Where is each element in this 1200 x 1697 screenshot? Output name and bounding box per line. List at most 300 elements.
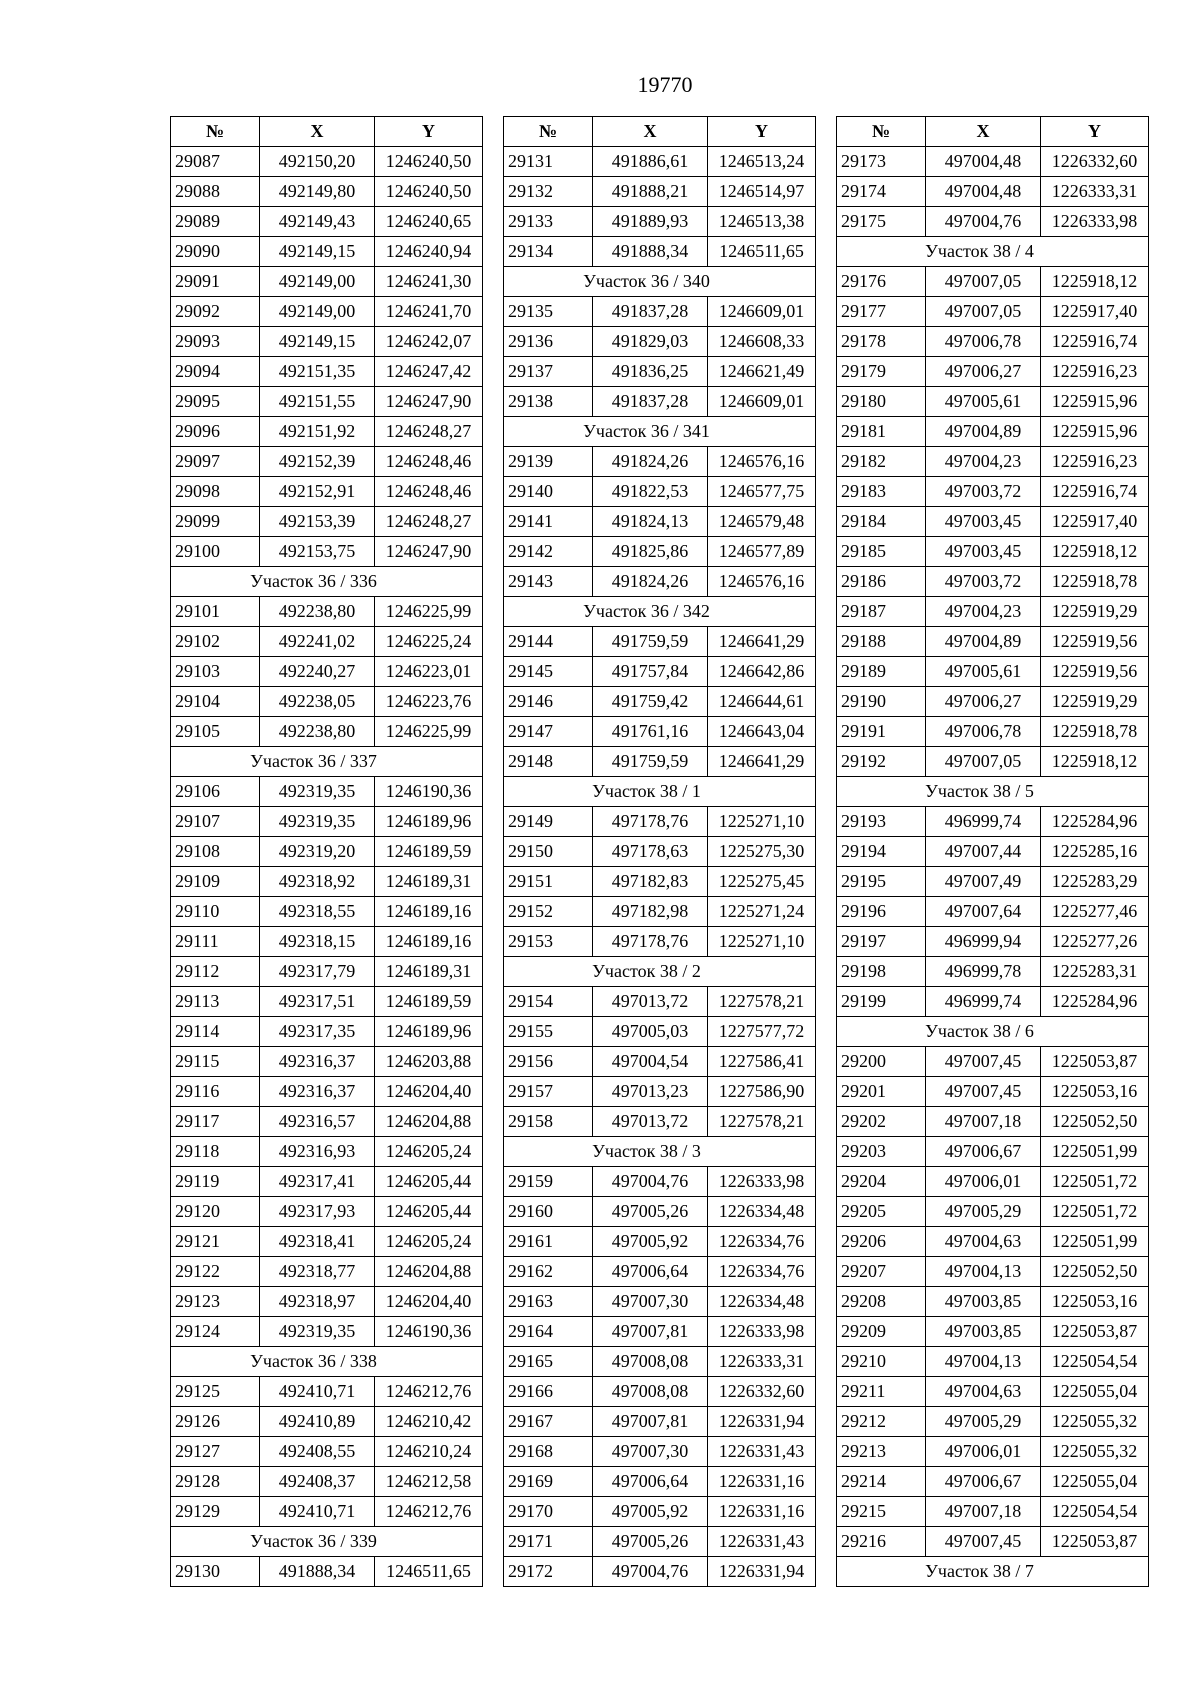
y-coordinate-cell: 1246203,88 <box>375 1047 483 1077</box>
y-coordinate-cell: 1225053,16 <box>1041 1287 1149 1317</box>
table-row <box>504 867 816 897</box>
y-coordinate-cell: 1226334,76 <box>708 1227 816 1257</box>
y-coordinate-cell: 1246212,58 <box>375 1467 483 1497</box>
table-row <box>837 147 1149 177</box>
y-coordinate-cell: 1246247,90 <box>375 387 483 417</box>
y-coordinate-cell: 1246225,24 <box>375 627 483 657</box>
y-coordinate-cell: 1225916,74 <box>1041 477 1149 507</box>
table-row <box>837 1467 1149 1497</box>
table-row <box>171 1557 483 1587</box>
point-number-cell: 29150 <box>504 837 593 867</box>
point-number-cell: 29096 <box>171 417 260 447</box>
x-coordinate-cell: 497007,45 <box>926 1527 1041 1557</box>
section-title: Участок 36 / 338 <box>171 1347 483 1377</box>
x-coordinate-cell: 491759,42 <box>593 687 708 717</box>
point-number-cell: 29148 <box>504 747 593 777</box>
table-row <box>171 1287 483 1317</box>
x-coordinate-cell: 497007,05 <box>926 297 1041 327</box>
table-row <box>837 1137 1149 1167</box>
point-number-cell: 29125 <box>171 1377 260 1407</box>
x-coordinate-cell: 497007,30 <box>593 1437 708 1467</box>
x-coordinate-cell: 497007,45 <box>926 1077 1041 1107</box>
point-number-cell: 29206 <box>837 1227 926 1257</box>
y-coordinate-cell: 1246210,24 <box>375 1437 483 1467</box>
point-number-cell: 29215 <box>837 1497 926 1527</box>
x-coordinate-cell: 497006,27 <box>926 357 1041 387</box>
y-coordinate-cell: 1246248,27 <box>375 417 483 447</box>
point-number-cell: 29204 <box>837 1167 926 1197</box>
x-coordinate-cell: 492151,55 <box>260 387 375 417</box>
y-coordinate-cell: 1246223,76 <box>375 687 483 717</box>
table-row <box>171 927 483 957</box>
point-number-cell: 29119 <box>171 1167 260 1197</box>
y-coordinate-cell: 1226331,16 <box>708 1497 816 1527</box>
table-row <box>504 1197 816 1227</box>
x-coordinate-cell: 492238,05 <box>260 687 375 717</box>
x-coordinate-cell: 497007,64 <box>926 897 1041 927</box>
y-coordinate-cell: 1246225,99 <box>375 717 483 747</box>
x-coordinate-cell: 497004,63 <box>926 1227 1041 1257</box>
point-number-cell: 29098 <box>171 477 260 507</box>
table-row <box>171 147 483 177</box>
point-number-cell: 29104 <box>171 687 260 717</box>
table-row <box>504 747 816 777</box>
y-coordinate-cell: 1226333,31 <box>708 1347 816 1377</box>
table-row <box>171 507 483 537</box>
header-x: X <box>593 117 708 147</box>
table-row <box>504 1167 816 1197</box>
table-row <box>171 327 483 357</box>
table-row <box>837 1347 1149 1377</box>
section-title: Участок 36 / 341 <box>504 417 816 447</box>
y-coordinate-cell: 1227586,90 <box>708 1077 816 1107</box>
coordinates-table-1 <box>170 116 483 1587</box>
point-number-cell: 29127 <box>171 1437 260 1467</box>
point-number-cell: 29156 <box>504 1047 593 1077</box>
y-coordinate-cell: 1226331,94 <box>708 1557 816 1587</box>
y-coordinate-cell: 1246240,50 <box>375 177 483 207</box>
y-coordinate-cell: 1225283,29 <box>1041 867 1149 897</box>
point-number-cell: 29203 <box>837 1137 926 1167</box>
section-row <box>504 267 816 297</box>
x-coordinate-cell: 491888,21 <box>593 177 708 207</box>
section-title: Участок 38 / 5 <box>837 777 1149 807</box>
point-number-cell: 29103 <box>171 657 260 687</box>
point-number-cell: 29209 <box>837 1317 926 1347</box>
table-row <box>171 1317 483 1347</box>
x-coordinate-cell: 497003,85 <box>926 1317 1041 1347</box>
point-number-cell: 29201 <box>837 1077 926 1107</box>
point-number-cell: 29200 <box>837 1047 926 1077</box>
y-coordinate-cell: 1246189,59 <box>375 837 483 867</box>
point-number-cell: 29132 <box>504 177 593 207</box>
x-coordinate-cell: 497006,78 <box>926 327 1041 357</box>
section-row <box>837 237 1149 267</box>
x-coordinate-cell: 491829,03 <box>593 327 708 357</box>
table-row <box>504 837 816 867</box>
table-row <box>171 897 483 927</box>
point-number-cell: 29110 <box>171 897 260 927</box>
table-row <box>504 657 816 687</box>
point-number-cell: 29089 <box>171 207 260 237</box>
table-row <box>171 1167 483 1197</box>
point-number-cell: 29134 <box>504 237 593 267</box>
table-row <box>837 597 1149 627</box>
x-coordinate-cell: 492317,35 <box>260 1017 375 1047</box>
x-coordinate-cell: 491836,25 <box>593 357 708 387</box>
point-number-cell: 29162 <box>504 1257 593 1287</box>
table-row <box>171 537 483 567</box>
section-title: Участок 36 / 339 <box>171 1527 483 1557</box>
section-title: Участок 36 / 340 <box>504 267 816 297</box>
table-row <box>837 1167 1149 1197</box>
point-number-cell: 29117 <box>171 1107 260 1137</box>
y-coordinate-cell: 1246190,36 <box>375 777 483 807</box>
x-coordinate-cell: 491888,34 <box>593 237 708 267</box>
point-number-cell: 29090 <box>171 237 260 267</box>
y-coordinate-cell: 1225915,96 <box>1041 387 1149 417</box>
point-number-cell: 29122 <box>171 1257 260 1287</box>
point-number-cell: 29123 <box>171 1287 260 1317</box>
point-number-cell: 29178 <box>837 327 926 357</box>
y-coordinate-cell: 1246248,46 <box>375 447 483 477</box>
header-number: № <box>171 117 260 147</box>
x-coordinate-cell: 497004,76 <box>593 1167 708 1197</box>
y-coordinate-cell: 1246641,29 <box>708 627 816 657</box>
y-coordinate-cell: 1246204,40 <box>375 1287 483 1317</box>
y-coordinate-cell: 1246225,99 <box>375 597 483 627</box>
table-row <box>171 1467 483 1497</box>
table-row <box>171 777 483 807</box>
y-coordinate-cell: 1246212,76 <box>375 1497 483 1527</box>
x-coordinate-cell: 497005,92 <box>593 1227 708 1257</box>
table-row <box>837 1437 1149 1467</box>
section-row <box>837 1017 1149 1047</box>
x-coordinate-cell: 492149,00 <box>260 297 375 327</box>
table-row <box>837 267 1149 297</box>
point-number-cell: 29163 <box>504 1287 593 1317</box>
table-row <box>171 357 483 387</box>
section-title: Участок 38 / 4 <box>837 237 1149 267</box>
y-coordinate-cell: 1246644,61 <box>708 687 816 717</box>
table-row <box>171 1017 483 1047</box>
point-number-cell: 29114 <box>171 1017 260 1047</box>
point-number-cell: 29173 <box>837 147 926 177</box>
table-row <box>504 387 816 417</box>
table-row <box>837 1047 1149 1077</box>
x-coordinate-cell: 492318,92 <box>260 867 375 897</box>
x-coordinate-cell: 492149,00 <box>260 267 375 297</box>
table-header-row <box>504 117 816 147</box>
x-coordinate-cell: 492319,35 <box>260 777 375 807</box>
y-coordinate-cell: 1226333,98 <box>708 1317 816 1347</box>
y-coordinate-cell: 1225271,24 <box>708 897 816 927</box>
x-coordinate-cell: 497007,49 <box>926 867 1041 897</box>
x-coordinate-cell: 496999,74 <box>926 807 1041 837</box>
x-coordinate-cell: 492151,35 <box>260 357 375 387</box>
table-row <box>171 1077 483 1107</box>
point-number-cell: 29138 <box>504 387 593 417</box>
table-row <box>504 207 816 237</box>
y-coordinate-cell: 1226331,16 <box>708 1467 816 1497</box>
x-coordinate-cell: 492152,39 <box>260 447 375 477</box>
table-row <box>837 1107 1149 1137</box>
point-number-cell: 29192 <box>837 747 926 777</box>
point-number-cell: 29195 <box>837 867 926 897</box>
x-coordinate-cell: 497004,63 <box>926 1377 1041 1407</box>
y-coordinate-cell: 1246189,16 <box>375 927 483 957</box>
x-coordinate-cell: 492319,35 <box>260 807 375 837</box>
table-row <box>837 207 1149 237</box>
table-row <box>171 987 483 1017</box>
table-row <box>171 837 483 867</box>
table-header-row <box>171 117 483 147</box>
section-row <box>504 1137 816 1167</box>
table-row <box>504 627 816 657</box>
x-coordinate-cell: 497005,92 <box>593 1497 708 1527</box>
point-number-cell: 29087 <box>171 147 260 177</box>
point-number-cell: 29139 <box>504 447 593 477</box>
point-number-cell: 29113 <box>171 987 260 1017</box>
y-coordinate-cell: 1225917,40 <box>1041 297 1149 327</box>
point-number-cell: 29099 <box>171 507 260 537</box>
table-row <box>837 1227 1149 1257</box>
y-coordinate-cell: 1246576,16 <box>708 447 816 477</box>
y-coordinate-cell: 1225053,87 <box>1041 1047 1149 1077</box>
x-coordinate-cell: 497004,48 <box>926 177 1041 207</box>
point-number-cell: 29155 <box>504 1017 593 1047</box>
table-row <box>504 1317 816 1347</box>
x-coordinate-cell: 497182,83 <box>593 867 708 897</box>
x-coordinate-cell: 491888,34 <box>260 1557 375 1587</box>
table-row <box>837 717 1149 747</box>
table-row <box>504 1377 816 1407</box>
y-coordinate-cell: 1246642,86 <box>708 657 816 687</box>
y-coordinate-cell: 1225277,26 <box>1041 927 1149 957</box>
table-row <box>837 957 1149 987</box>
x-coordinate-cell: 497003,45 <box>926 507 1041 537</box>
point-number-cell: 29095 <box>171 387 260 417</box>
y-coordinate-cell: 1226333,31 <box>1041 177 1149 207</box>
point-number-cell: 29142 <box>504 537 593 567</box>
section-title: Участок 38 / 6 <box>837 1017 1149 1047</box>
y-coordinate-cell: 1227578,21 <box>708 1107 816 1137</box>
table-row <box>837 867 1149 897</box>
table-row <box>837 657 1149 687</box>
point-number-cell: 29214 <box>837 1467 926 1497</box>
x-coordinate-cell: 497008,08 <box>593 1347 708 1377</box>
section-row <box>171 567 483 597</box>
point-number-cell: 29102 <box>171 627 260 657</box>
x-coordinate-cell: 492408,55 <box>260 1437 375 1467</box>
y-coordinate-cell: 1246621,49 <box>708 357 816 387</box>
table-row <box>837 297 1149 327</box>
x-coordinate-cell: 496999,94 <box>926 927 1041 957</box>
y-coordinate-cell: 1246641,29 <box>708 747 816 777</box>
x-coordinate-cell: 492318,55 <box>260 897 375 927</box>
x-coordinate-cell: 497178,76 <box>593 807 708 837</box>
table-row <box>837 1197 1149 1227</box>
y-coordinate-cell: 1225277,46 <box>1041 897 1149 927</box>
table-row <box>837 837 1149 867</box>
point-number-cell: 29151 <box>504 867 593 897</box>
x-coordinate-cell: 497003,72 <box>926 567 1041 597</box>
y-coordinate-cell: 1246210,42 <box>375 1407 483 1437</box>
x-coordinate-cell: 491824,26 <box>593 447 708 477</box>
y-coordinate-cell: 1246189,31 <box>375 957 483 987</box>
section-row <box>504 957 816 987</box>
point-number-cell: 29159 <box>504 1167 593 1197</box>
table-row <box>171 627 483 657</box>
y-coordinate-cell: 1225919,29 <box>1041 687 1149 717</box>
x-coordinate-cell: 497005,29 <box>926 1197 1041 1227</box>
point-number-cell: 29171 <box>504 1527 593 1557</box>
point-number-cell: 29174 <box>837 177 926 207</box>
point-number-cell: 29170 <box>504 1497 593 1527</box>
section-title: Участок 36 / 342 <box>504 597 816 627</box>
point-number-cell: 29167 <box>504 1407 593 1437</box>
point-number-cell: 29191 <box>837 717 926 747</box>
table-row <box>504 1107 816 1137</box>
y-coordinate-cell: 1225053,87 <box>1041 1527 1149 1557</box>
point-number-cell: 29190 <box>837 687 926 717</box>
y-coordinate-cell: 1246247,90 <box>375 537 483 567</box>
x-coordinate-cell: 497004,89 <box>926 627 1041 657</box>
table-row <box>837 1527 1149 1557</box>
section-row <box>171 747 483 777</box>
x-coordinate-cell: 497007,18 <box>926 1107 1041 1137</box>
point-number-cell: 29184 <box>837 507 926 537</box>
point-number-cell: 29189 <box>837 657 926 687</box>
point-number-cell: 29199 <box>837 987 926 1017</box>
table-row <box>171 1137 483 1167</box>
y-coordinate-cell: 1225918,12 <box>1041 747 1149 777</box>
point-number-cell: 29088 <box>171 177 260 207</box>
table-row <box>504 1557 816 1587</box>
table-row <box>504 357 816 387</box>
y-coordinate-cell: 1227586,41 <box>708 1047 816 1077</box>
x-coordinate-cell: 492316,57 <box>260 1107 375 1137</box>
point-number-cell: 29149 <box>504 807 593 837</box>
table-row <box>171 237 483 267</box>
point-number-cell: 29164 <box>504 1317 593 1347</box>
x-coordinate-cell: 497003,45 <box>926 537 1041 567</box>
x-coordinate-cell: 497004,48 <box>926 147 1041 177</box>
y-coordinate-cell: 1246241,30 <box>375 267 483 297</box>
table-row <box>504 987 816 1017</box>
table-row <box>504 1497 816 1527</box>
y-coordinate-cell: 1225917,40 <box>1041 507 1149 537</box>
y-coordinate-cell: 1246204,40 <box>375 1077 483 1107</box>
section-row <box>837 777 1149 807</box>
y-coordinate-cell: 1246514,97 <box>708 177 816 207</box>
point-number-cell: 29181 <box>837 417 926 447</box>
x-coordinate-cell: 492240,27 <box>260 657 375 687</box>
y-coordinate-cell: 1246189,96 <box>375 807 483 837</box>
table-row <box>504 807 816 837</box>
y-coordinate-cell: 1226334,48 <box>708 1197 816 1227</box>
x-coordinate-cell: 492149,15 <box>260 237 375 267</box>
table-row <box>171 657 483 687</box>
table-row <box>171 207 483 237</box>
x-coordinate-cell: 492318,41 <box>260 1227 375 1257</box>
x-coordinate-cell: 497004,54 <box>593 1047 708 1077</box>
y-coordinate-cell: 1225918,78 <box>1041 567 1149 597</box>
y-coordinate-cell: 1225054,54 <box>1041 1347 1149 1377</box>
point-number-cell: 29128 <box>171 1467 260 1497</box>
table-row <box>171 867 483 897</box>
point-number-cell: 29147 <box>504 717 593 747</box>
x-coordinate-cell: 492153,39 <box>260 507 375 537</box>
point-number-cell: 29157 <box>504 1077 593 1107</box>
x-coordinate-cell: 492317,79 <box>260 957 375 987</box>
table-row <box>837 1377 1149 1407</box>
point-number-cell: 29112 <box>171 957 260 987</box>
x-coordinate-cell: 497004,13 <box>926 1347 1041 1377</box>
y-coordinate-cell: 1246189,96 <box>375 1017 483 1047</box>
y-coordinate-cell: 1246579,48 <box>708 507 816 537</box>
y-coordinate-cell: 1246205,44 <box>375 1197 483 1227</box>
point-number-cell: 29198 <box>837 957 926 987</box>
point-number-cell: 29106 <box>171 777 260 807</box>
x-coordinate-cell: 492238,80 <box>260 597 375 627</box>
point-number-cell: 29135 <box>504 297 593 327</box>
point-number-cell: 29133 <box>504 207 593 237</box>
table-row <box>504 477 816 507</box>
point-number-cell: 29131 <box>504 147 593 177</box>
y-coordinate-cell: 1226332,60 <box>708 1377 816 1407</box>
x-coordinate-cell: 492241,02 <box>260 627 375 657</box>
point-number-cell: 29153 <box>504 927 593 957</box>
table-row <box>837 387 1149 417</box>
x-coordinate-cell: 491824,26 <box>593 567 708 597</box>
x-coordinate-cell: 497006,64 <box>593 1467 708 1497</box>
table-row <box>837 1257 1149 1287</box>
y-coordinate-cell: 1246189,31 <box>375 867 483 897</box>
y-coordinate-cell: 1246204,88 <box>375 1107 483 1137</box>
y-coordinate-cell: 1246247,42 <box>375 357 483 387</box>
point-number-cell: 29130 <box>171 1557 260 1587</box>
table-row <box>504 567 816 597</box>
table-row <box>837 747 1149 777</box>
header-number: № <box>837 117 926 147</box>
table-row <box>504 297 816 327</box>
point-number-cell: 29160 <box>504 1197 593 1227</box>
table-row <box>837 417 1149 447</box>
table-row <box>171 717 483 747</box>
table-row <box>837 507 1149 537</box>
x-coordinate-cell: 497006,27 <box>926 687 1041 717</box>
point-number-cell: 29120 <box>171 1197 260 1227</box>
point-number-cell: 29194 <box>837 837 926 867</box>
x-coordinate-cell: 491837,28 <box>593 297 708 327</box>
point-number-cell: 29175 <box>837 207 926 237</box>
y-coordinate-cell: 1226333,98 <box>708 1167 816 1197</box>
y-coordinate-cell: 1225285,16 <box>1041 837 1149 867</box>
y-coordinate-cell: 1246511,65 <box>375 1557 483 1587</box>
y-coordinate-cell: 1246189,59 <box>375 987 483 1017</box>
table-row <box>504 1077 816 1107</box>
y-coordinate-cell: 1225053,87 <box>1041 1317 1149 1347</box>
point-number-cell: 29121 <box>171 1227 260 1257</box>
point-number-cell: 29188 <box>837 627 926 657</box>
x-coordinate-cell: 497006,64 <box>593 1257 708 1287</box>
point-number-cell: 29176 <box>837 267 926 297</box>
x-coordinate-cell: 492317,93 <box>260 1197 375 1227</box>
point-number-cell: 29154 <box>504 987 593 1017</box>
table-row <box>171 447 483 477</box>
point-number-cell: 29129 <box>171 1497 260 1527</box>
